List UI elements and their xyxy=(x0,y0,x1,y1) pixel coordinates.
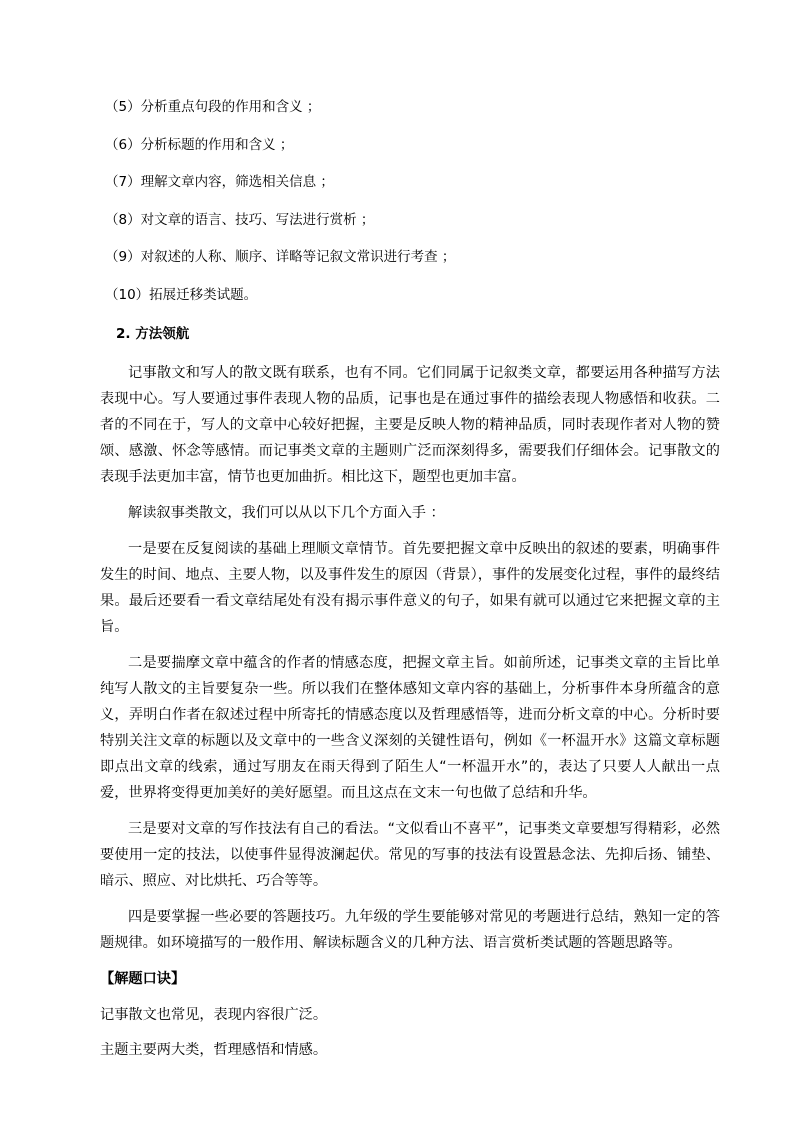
paragraph-point-four: 四是要掌握一些必要的答题技巧。九年级的学生要能够对常见的考题进行总结，熟知一定的答题规律。如环境描写的一般作用、解读标题含义的几种方法、语言赏析类试题的答题思路等。 xyxy=(100,908,720,951)
list-item-7: （7）理解文章内容，筛选相关信息 ； xyxy=(105,174,334,190)
paragraph-intro: 记事散文和写人的散文既有联系，也有不同。它们同属于记叙类文章，都要运用各种描写方法表现中心。写人要通过事件表现人物的品质，记事也是在通过事件的描绘表现人物感悟和收获。二者的不同在于，写人的文章中心较好把握，主要是反映人物的精神品质，同时表现作者对人物的赞颂、感激、怀念等感情。而记事类文章的主题则广泛而深刻得多，需要我们仔细体会。记事散文的表现手法更加丰富，情节也更加曲折。相比这下，题型也更加丰富。 xyxy=(100,364,720,485)
list-item-9: （9）对叙述的人称、顺序、详略等记叙文常识进行考查 ； xyxy=(105,249,456,265)
list-item-5: （5）分析重点句段的作用和含义 ； xyxy=(105,99,321,115)
mnemonic-heading: 【解题口诀】 xyxy=(100,970,186,987)
list-item-6: （6）分析标题的作用和含义 ； xyxy=(105,136,294,153)
paragraph-point-one: 一是要在反复阅读的基础上理顺文章情节。首先要把握文章中反映出的叙述的要素，明确事件发生的时间、地点、主要人物，以及事件发生的原因（背景），事件的发展变化过程，事件的最终结果。最后还要看一看文章结尾处有没有揭示事件意义的句子，如果有就可以通过它来把握文章的主旨。 xyxy=(100,540,720,635)
section-heading: 2. 方法领航 xyxy=(116,325,190,342)
mnemonic-line-2: 主题主要两大类，哲理感悟和情感。 xyxy=(100,1042,328,1058)
document-body xyxy=(100,96,720,1073)
paragraph-point-two: 二是要揣摩文章中蕴含的作者的情感态度，把握文章主旨。如前所述，记事类文章的主旨比单纯写人散文的主旨要复杂一些。所以我们在整体感知文章内容的基础上，分析事件本身所蕴含的意义，弄明白作者在叙述过程中所寄托的情感态度以及哲理感悟等，进而分析文章的中心。分析时要特别关注文章的标题以及文章中的一些含义深刻的关键性语句，例如《一杯温开水》这篇文章标题即点出文章的线索，通过写朋友在雨天得到了陌生人“一杯温开水”的，表达了只要人人献出一点爱，世界将变得更加美好的美好愿望。而且这点在文末一句也做了总结和升华。 xyxy=(100,654,720,801)
list-item-8: （8）对文章的语言、技巧、写法进行赏析 ； xyxy=(105,211,375,228)
paragraph-approach: 解读叙事类散文，我们可以从以下几个方面入手 ： xyxy=(128,504,445,521)
paragraph-point-three: 三是要对文章的写作技法有自己的看法。“文似看山不喜平”，记事类文章要想写得精彩，必然要使用一定的技法，以使事件显得波澜起伏。常见的写事的技法有设置悬念法、先抑后扬、铺垫、暗示、照应、对比烘托、巧合等等。 xyxy=(100,820,720,889)
list-item-10: （10）拓展迁移类试题。 xyxy=(105,286,258,303)
mnemonic-line-1: 记事散文也常见，表现内容很广泛。 xyxy=(100,1006,328,1023)
